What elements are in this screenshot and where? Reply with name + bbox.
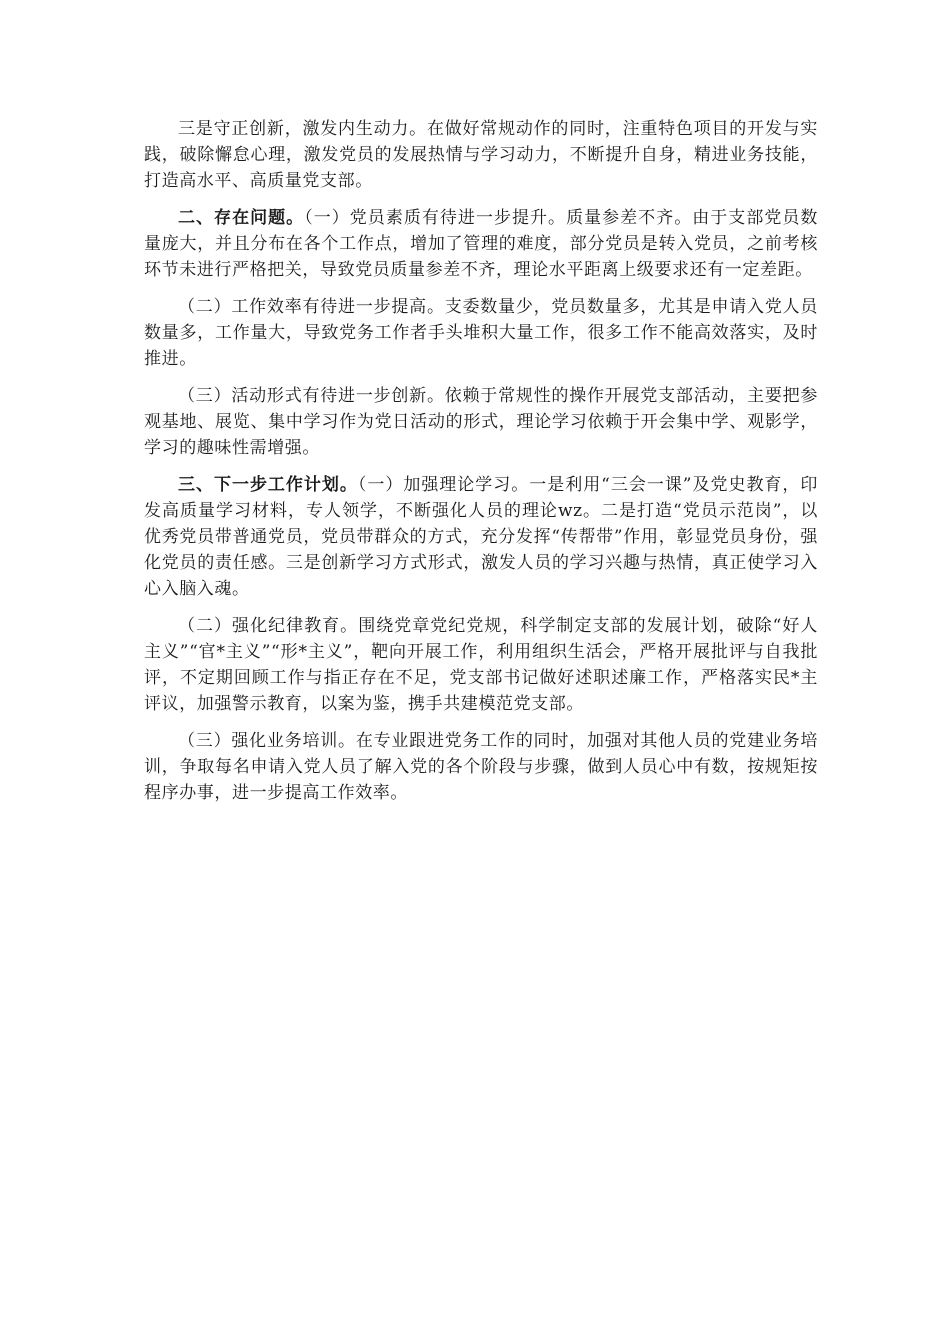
paragraph-activity-form (144, 383, 818, 461)
paragraph-next-plan (144, 472, 818, 602)
document-page (144, 116, 818, 817)
paragraph-efficiency (144, 294, 818, 372)
paragraph-problems (144, 205, 818, 283)
section-heading-problems: 二、存在问题。 (178, 208, 305, 228)
paragraph-innovation (144, 116, 818, 194)
paragraph-text: （二）工作效率有待进一步提高。支委数量少，党员数量多，尤其是申请入党人员数量多，工作量大，导致党务工作者手头堆积大量工作，很多工作不能高效落实，及时推进。 (144, 297, 818, 369)
paragraph-text: （三）活动形式有待进一步创新。依赖于常规性的操作开展党支部活动，主要把参观基地、展览、集中学习作为党日活动的形式，理论学习依赖于开会集中学、观影学，学习的趣味性需增强。 (144, 386, 818, 458)
paragraph-text: 三是守正创新，激发内生动力。在做好常规动作的同时，注重特色项目的开发与实践，破除懈怠心理，激发党员的发展热情与学习动力，不断提升自身，精进业务技能，打造高水平、高质量党支部。 (144, 119, 818, 191)
paragraph-text: （一）党员素质有待进一步提升。质量参差不齐。由于支部党员数量庞大，并且分布在各个工作点，增加了管理的难度，部分党员是转入党员，之前考核环节未进行严格把关，导致党员质量参差不齐，理论水平距离上级要求还有一定差距。 (144, 208, 818, 280)
section-heading-next-plan: 三、下一步工作计划。 (178, 475, 358, 495)
paragraph-training (144, 728, 818, 806)
paragraph-text: （二）强化纪律教育。围绕党章党纪党规，科学制定支部的发展计划，破除“好人主义”“官*主义”“形*主义”，靶向开展工作，利用组织生活会，严格开展批评与自我批评，不定期回顾工作与指正存在不足，党支部书记做好述职述廉工作，严格落实民*主评议，加强警示教育，以案为鉴，携手共建模范党支部。 (144, 616, 818, 714)
paragraph-text: （三）强化业务培训。在专业跟进党务工作的同时，加强对其他人员的党建业务培训，争取每名申请入党人员了解入党的各个阶段与步骤，做到人员心中有数，按规矩按程序办事，进一步提高工作效率。 (144, 731, 818, 803)
paragraph-discipline (144, 613, 818, 717)
paragraph-text: （一）加强理论学习。一是利用“三会一课”及党史教育，印发高质量学习材料，专人领学，不断强化人员的理论wz。二是打造“党员示范岗”，以优秀党员带普通党员，党员带群众的方式，充分发挥“传帮带”作用，彰显党员身份，强化党员的责任感。三是创新学习方式形式，激发人员的学习兴趣与热情，真正使学习入心入脑入魂。 (144, 475, 818, 599)
